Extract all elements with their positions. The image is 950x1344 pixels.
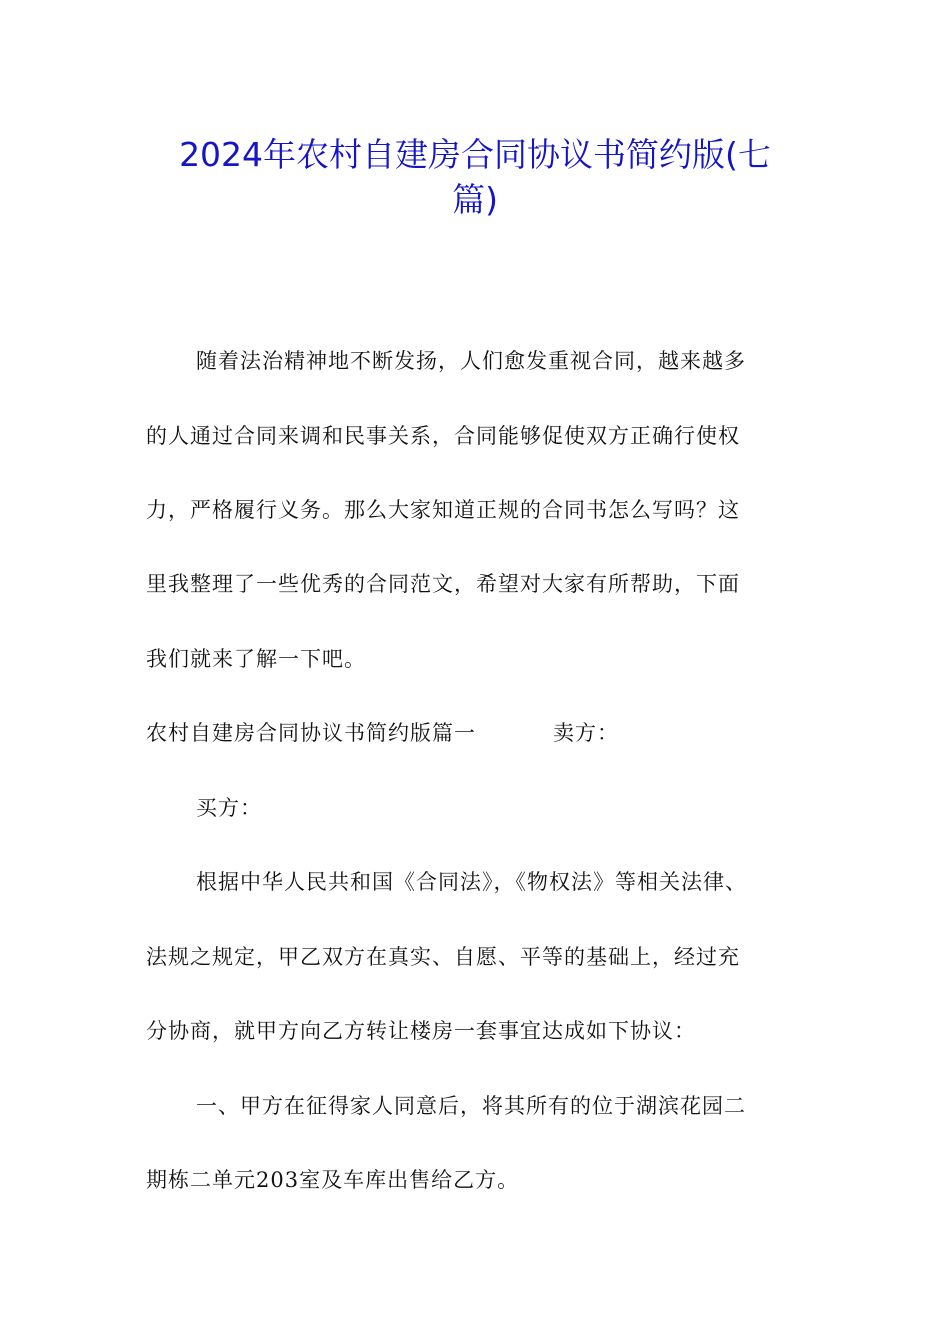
seller-label: 卖方： [553,721,619,745]
basis-line: 根据中华人民共和国《合同法》，《物权法》等相关法律、 [196,870,747,894]
buyer-label: 买方： [196,796,262,820]
document-title-line-1: 2024年农村自建房合同协议书简约版(七 [179,135,771,174]
intro-line: 力，严格履行义务。那么大家知道正规的合同书怎么写吗？这 [146,498,740,522]
basis-line: 分协商，就甲方向乙方转让楼房一套事宜达成如下协议： [146,1019,696,1043]
intro-line: 里我整理了一些优秀的合同范文，希望对大家有所帮助，下面 [146,572,740,596]
clause-line: 一、甲方在征得家人同意后，将其所有的位于湖滨花园二 [196,1094,746,1118]
section-heading-row [146,721,476,745]
basis-line: 法规之规定，甲乙双方在真实、自愿、平等的基础上，经过充 [146,945,740,969]
section-heading: 农村自建房合同协议书简约版篇一 [146,721,476,745]
clause-line: 期栋二单元203室及车库出售给乙方。 [146,1168,520,1192]
intro-line: 我们就来了解一下吧。 [146,647,366,671]
intro-line: 的人通过合同来调和民事关系，合同能够促使双方正确行使权 [146,424,740,448]
intro-line: 随着法治精神地不断发扬，人们愈发重视合同，越来越多 [196,349,746,373]
document-title-line-2: 篇) [452,180,498,219]
